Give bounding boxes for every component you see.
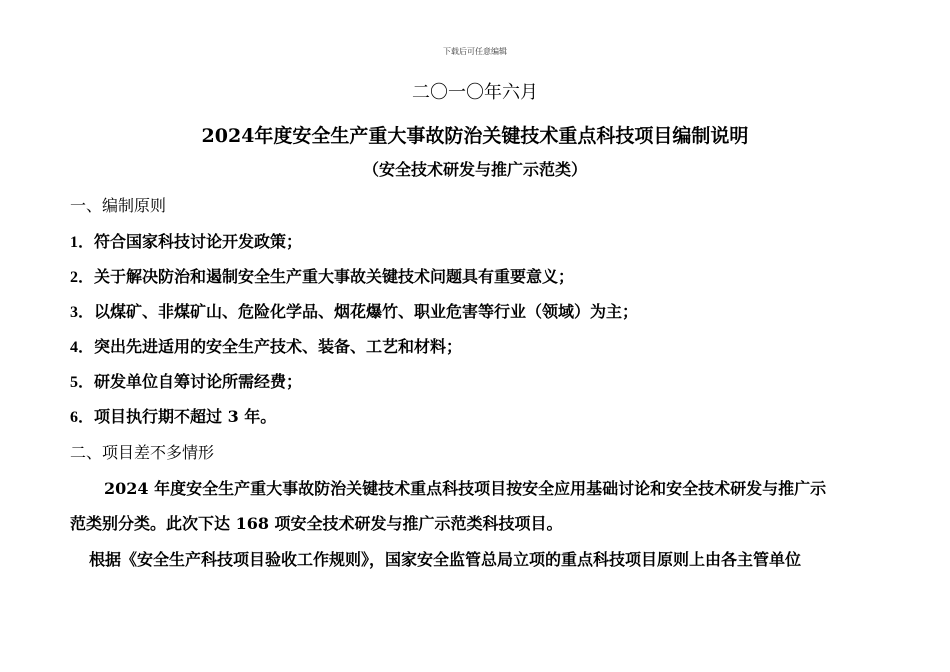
item-number: 4． (70, 339, 95, 356)
item-text: 符合国家科技讨论开发政策； (94, 232, 303, 251)
item-text: 关于解决防治和遏制安全生产重大事故关键技术问题具有重要意义； (94, 267, 575, 286)
item-number: 6． (70, 409, 95, 426)
item-number: 3． (70, 304, 95, 321)
item-text: 研发单位自筹讨论所需经费； (94, 372, 303, 391)
header-note: 下载后可任意编辑 (443, 47, 507, 56)
principle-item (70, 229, 302, 252)
document-subtitle: （安全技术研发与推广示范类） (362, 160, 587, 179)
item-text: 项目执行期不超过 3 年。 (94, 407, 277, 426)
principle-item (70, 299, 638, 322)
item-number: 5． (70, 374, 95, 391)
item-text: 突出先进适用的安全生产技术、装备、工艺和材料； (94, 337, 463, 356)
item-number: 1． (70, 234, 95, 251)
paragraph-line: 2024 年度安全生产重大事故防治关键技术重点科技项目按安全应用基础讨论和安全技术研发与推广示 (104, 479, 827, 498)
principle-item (70, 334, 462, 357)
section-1-heading: 一、编制原则 (70, 196, 167, 215)
document-title: 2024年度安全生产重大事故防治关键技术重点科技项目编制说明 (201, 125, 749, 147)
item-text: 以煤矿、非煤矿山、危险化学品、烟花爆竹、职业危害等行业（领域）为主； (94, 302, 639, 321)
section-2-heading: 二、项目差不多情形 (70, 443, 215, 462)
date-line: 二〇一〇年六月 (412, 82, 538, 103)
paragraph-line: 根据《安全生产科技项目验收工作规则》，国家安全监管总局立项的重点科技项目原则上由各主管单位 (89, 550, 802, 569)
paragraph-line: 范类别分类。此次下达 168 项安全技术研发与推广示范类科技项目。 (70, 514, 563, 533)
item-number: 2． (70, 269, 95, 286)
principle-item (70, 264, 574, 287)
principle-item (70, 404, 276, 427)
principle-item (70, 369, 302, 392)
